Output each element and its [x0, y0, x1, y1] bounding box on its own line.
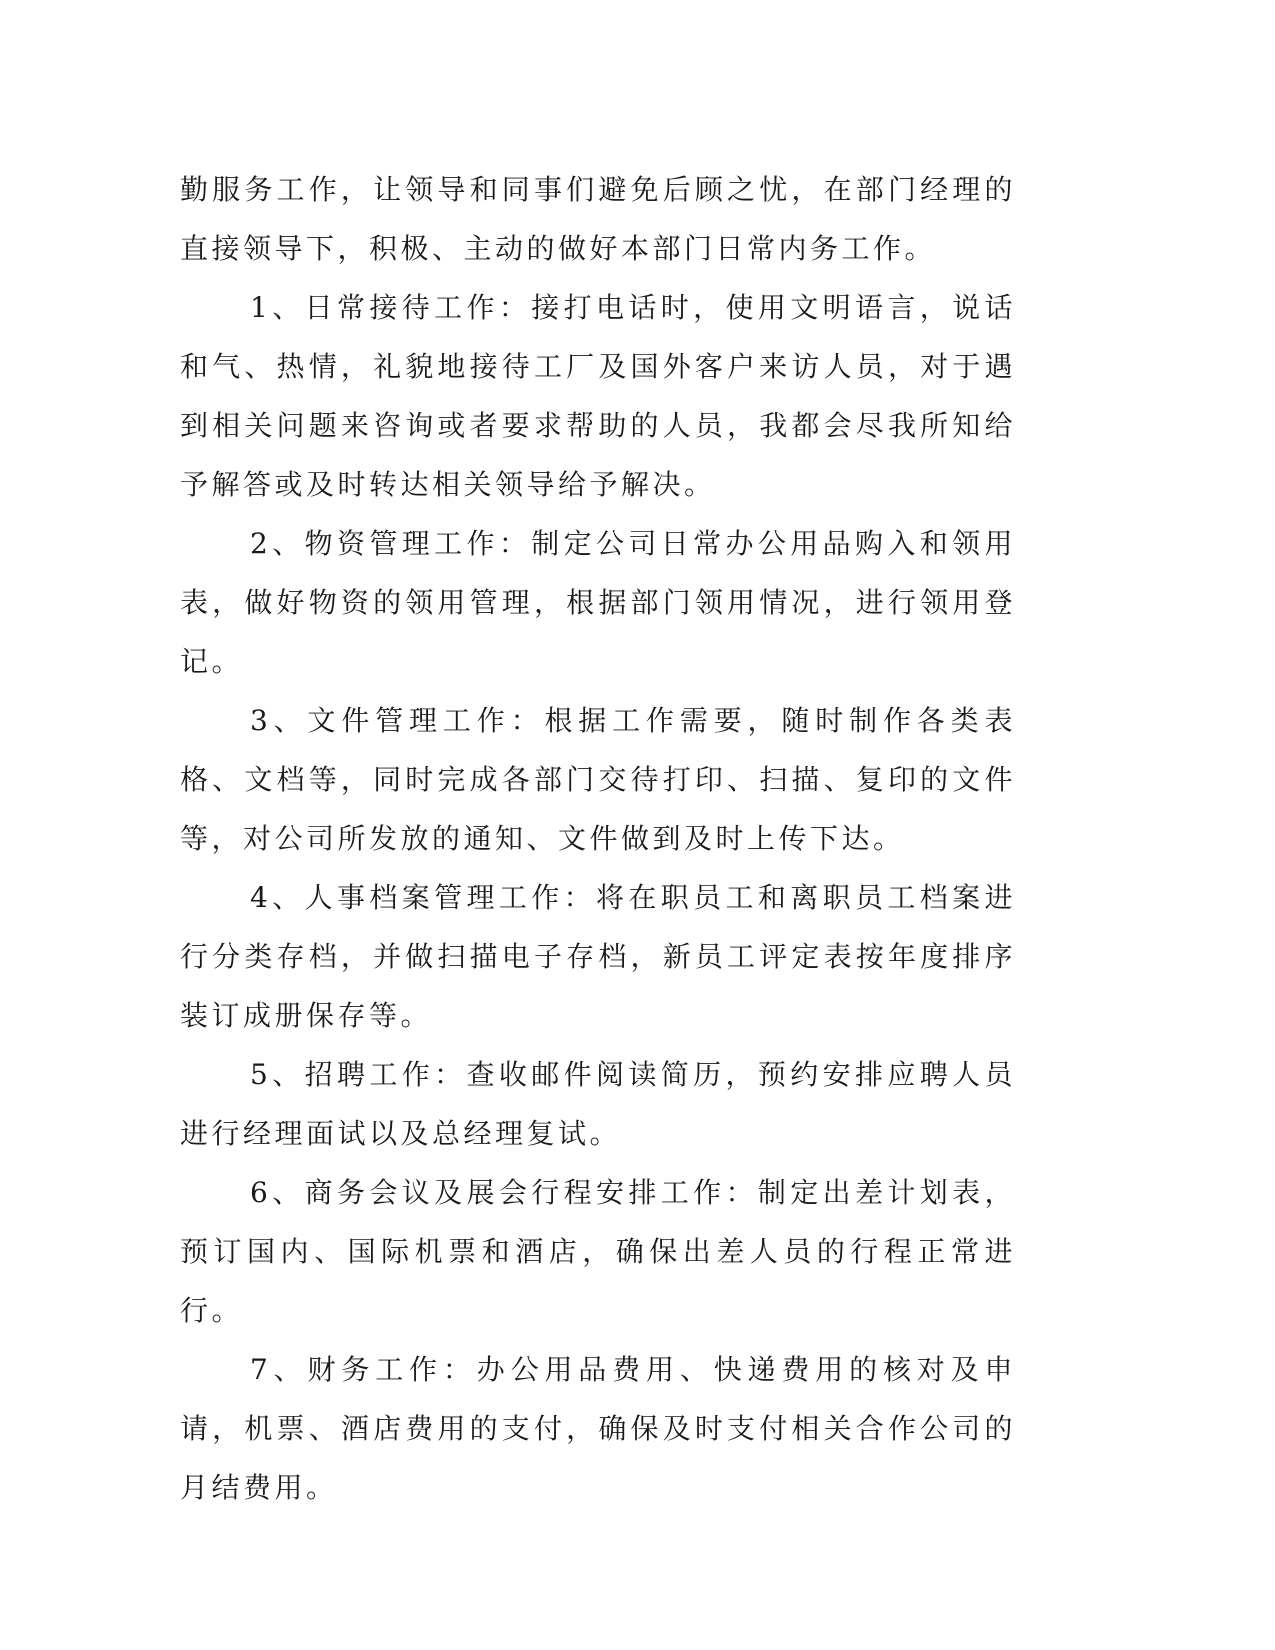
paragraph-item-3-documents: 3、文件管理工作：根据工作需要，随时制作各类表格、文档等，同时完成各部门交待打印、扫描、复印的文件等，对公司所发放的通知、文件做到及时上传下达。 — [180, 704, 1016, 855]
paragraph-item-4-personnel-files: 4、人事档案管理工作：将在职员工和离职员工档案进行分类存档，并做扫描电子存档，新员工评定表按年度排序装订成册保存等。 — [180, 881, 1016, 1032]
paragraph-item-7-finance: 7、财务工作：办公用品费用、快递费用的核对及申请，机票、酒店费用的支付，确保及时支付相关合作公司的月结费用。 — [180, 1353, 1016, 1504]
paragraph-intro: 勤服务工作，让领导和同事们避免后顾之忧，在部门经理的直接领导下，积极、主动的做好本部门日常内务工作。 — [180, 173, 1016, 265]
paragraph-item-1-reception: 1、日常接待工作：接打电话时，使用文明语言，说话和气、热情，礼貌地接待工厂及国外客户来访人员，对于遇到相关问题来咨询或者要求帮助的人员，我都会尽我所知给予解答或及时转达相关领导给予解决。 — [180, 291, 1016, 501]
paragraph-item-5-recruitment: 5、招聘工作：查收邮件阅读简历，预约安排应聘人员进行经理面试以及总经理复试。 — [180, 1058, 1016, 1150]
paragraph-item-2-supplies: 2、物资管理工作：制定公司日常办公用品购入和领用表，做好物资的领用管理，根据部门领用情况，进行领用登记。 — [180, 527, 1016, 678]
document-body — [180, 160, 1016, 1517]
paragraph-item-6-business-travel: 6、商务会议及展会行程安排工作：制定出差计划表，预订国内、国际机票和酒店，确保出差人员的行程正常进行。 — [180, 1176, 1016, 1327]
